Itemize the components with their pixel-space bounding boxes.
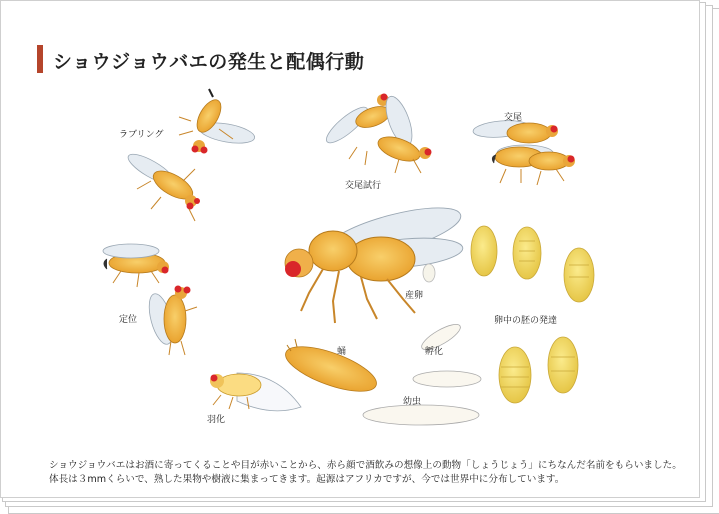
label-hatching: 孵化: [425, 347, 444, 357]
caption-line-2: 体長は３mmくらいで、熟した果物や樹液に集まってきます。起源はアフリカですが、今では世界中に分布しています。: [49, 474, 565, 485]
fly-illustration: [124, 149, 200, 221]
caption: [49, 459, 689, 487]
label-oviposition: 産卵: [405, 291, 424, 301]
fly-illustration: [472, 119, 575, 185]
label-larva: 幼虫: [403, 397, 422, 407]
fly-illustration: [145, 286, 197, 356]
label-courtship-song: ラブリング: [119, 130, 164, 140]
label-embryo-development: 卵中の胚の発達: [494, 316, 558, 326]
page-title: ショウジョウバエの発生と配偶行動: [53, 51, 365, 73]
fly-illustration: [103, 244, 169, 287]
label-eclosion: 羽化: [207, 415, 226, 425]
label-pupa: 蛹: [337, 347, 347, 357]
fly-illustration: [322, 93, 432, 173]
fly-illustration: [210, 373, 301, 411]
label-mating-attempt: 交尾試行: [345, 181, 382, 191]
larva-illustration: [363, 371, 481, 425]
fly-illustration: [285, 197, 465, 323]
lifecycle-illustration: [1, 1, 701, 499]
caption-line-1: ショウジョウバエはお酒に寄ってくることや目が赤いことから、赤ら顔で酒飲みの想像上の動物「しょうじょう」にちなんだ名前をもらいました。: [49, 460, 682, 471]
label-mating: 交尾: [504, 113, 523, 123]
fly-illustration: [179, 89, 256, 154]
pupa-illustration: [280, 338, 381, 401]
label-orientation: 定位: [119, 315, 138, 325]
